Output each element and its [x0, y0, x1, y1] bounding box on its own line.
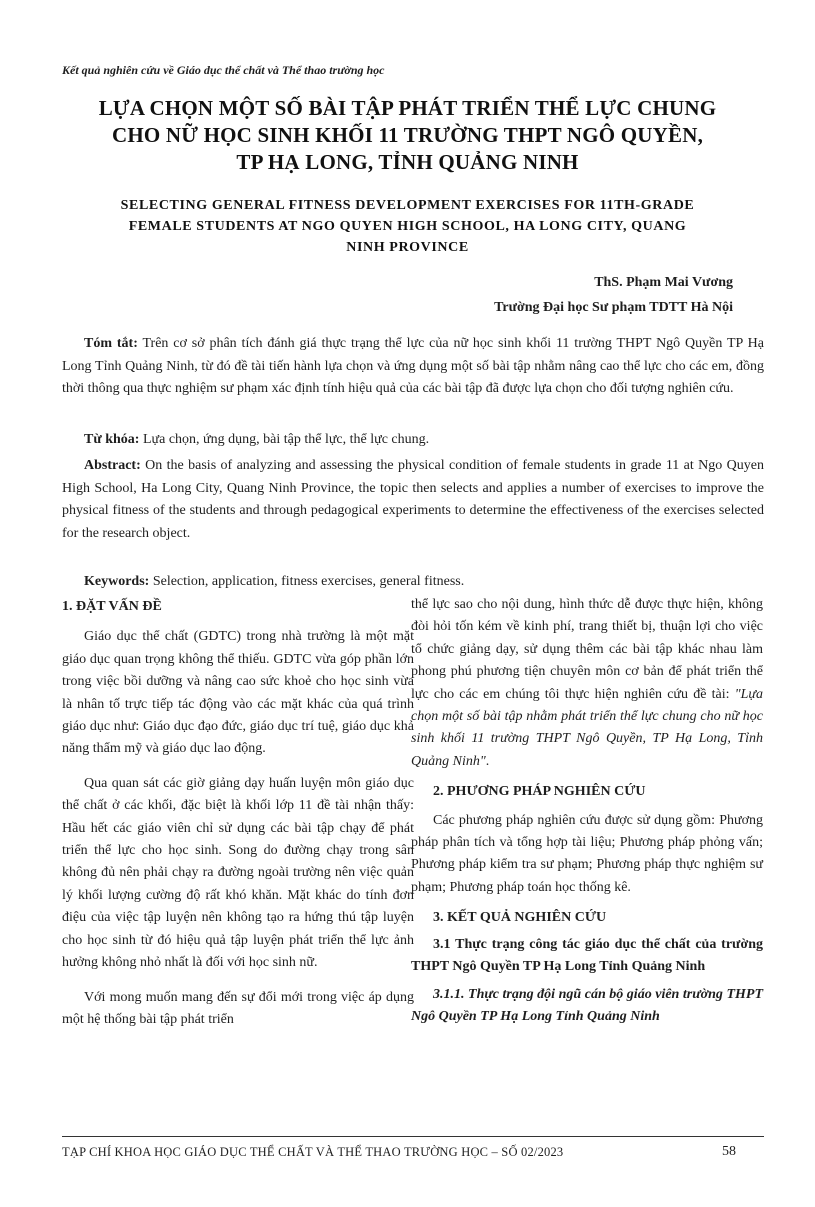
keywords-en-text: Selection, application, fitness exercises, general fitness. [149, 574, 465, 589]
keywords-vi-text: Lựa chọn, ứng dụng, bài tập thể lực, thể lực chung. [139, 432, 430, 447]
page-number: 58 [722, 1144, 736, 1159]
keywords-vietnamese [62, 429, 764, 452]
paragraph-motivation: Với mong muốn mang đến sự đổi mới trong việc áp dụng một hệ thống bài tập phát triển [62, 989, 414, 1027]
title-vi-line-3: TP HẠ LONG, TỈNH QUẢNG NINH [236, 150, 579, 174]
title-vi-line-1: LỰA CHỌN MỘT SỐ BÀI TẬP PHÁT TRIỂN THỂ LỰC CHUNG [98, 96, 717, 120]
footer-rule [62, 1136, 764, 1137]
title-vietnamese [40, 95, 775, 176]
keywords-vi-label: Từ khóa: [84, 432, 140, 447]
abstract-vi-label: Tóm tắt: [84, 336, 138, 351]
paragraph-methods: Các phương pháp nghiên cứu được sử dụng gồm: Phương pháp phân tích và tổng hợp tài liệu; Phương pháp phỏng vấn; Phương pháp kiểm tra sư phạm; Phương pháp thực nghiệm sư phạm; Phương pháp toán học thống kê. [411, 812, 763, 895]
subsection-3-1-1-heading: 3.1.1. Thực trạng đội ngũ cán bộ giáo viên trường THPT Ngô Quyền TP Hạ Long Tỉnh Quảng Ninh [411, 986, 763, 1024]
continuation-text: thể lực sao cho nội dung, hình thức dễ được thực hiện, không đòi hỏi tốn kém về kinh phí, trang thiết bị, thuận lợi cho việc tổ chức giảng dạy, sử dụng thêm các bài tập khác nhau làm phong phú phương tiện chuyên môn cơ bản để phát triển thể lực cho các em chúng tôi thực hiện nghiên cứu đề tài: [411, 597, 763, 702]
paragraph-observation: Qua quan sát các giờ giảng dạy huấn luyện môn giáo dục thể chất ở các khối, đặc biệt là khối lớp 11 đề tài nhận thấy: Hầu hết các giáo viên chỉ sử dụng các bài tập chạy để phát triển thể lực cho học sinh. Song do đường chạy trong sân không đủ nên phải chạy ra đường ngoài trường nên việc quản lý khối lượng cường độ rất khó khăn. Mặt khác do tính đơn điệu của việc tập luyện nên không tạo ra hứng thú tập luyện cho học sinh từ đó hiệu quả tập luyện phát triển thể lực ảnh hưởng không nhỏ nhất là đối với học sinh nữ. [62, 775, 414, 971]
subsection-3-1-heading: 3.1 Thực trạng công tác giáo dục thể chất của trường THPT Ngô Quyền TP Hạ Long Tỉnh Quảng Ninh [411, 936, 763, 974]
study-title-quote: "Lựa chọn một số bài tập nhằm phát triển thể lực chung cho nữ học sinh khối 11 trường THPT Ngô Quyền, TP Hạ Long, Tỉnh Quảng Ninh" [411, 686, 763, 769]
author-affiliation: Trường Đại học Sư phạm TDTT Hà Nội [494, 300, 733, 315]
author-name: ThS. Phạm Mai Vương [594, 275, 733, 290]
abstract-en-label: Abstract: [84, 458, 141, 473]
keywords-en-label: Keywords: [84, 574, 150, 589]
paragraph-continuation [411, 594, 763, 773]
title-vi-line-2: CHO NỮ HỌC SINH KHỐI 11 TRƯỜNG THPT NGÔ QUYỀN, [111, 123, 704, 147]
abstract-en-text: On the basis of analyzing and assessing the physical condition of female students in grade 11 at Ngo Quyen High School, Ha Long City, Quang Ninh Province, the topic then selects and applies a number of exercises to improve the physical fitness of the students and through pedagogical experiments to determine the effectiveness of the exercises selected for the research object. [62, 458, 764, 541]
journal-footer: TẠP CHÍ KHOA HỌC GIÁO DỤC THỂ CHẤT VÀ THỂ THAO TRƯỜNG HỌC – SỐ 02/2023 [62, 1145, 564, 1159]
continuation-end: . [485, 753, 490, 769]
left-column [62, 596, 414, 1031]
section-2-heading: 2. PHƯƠNG PHÁP NGHIÊN CỨU [433, 784, 646, 800]
title-en-line-3: NINH PROVINCE [346, 240, 469, 255]
section-3-heading: 3. KẾT QUẢ NGHIÊN CỨU [433, 910, 607, 926]
section-1-heading: 1. ĐẶT VẤN ĐỀ [62, 599, 162, 614]
running-header: Kết quả nghiên cứu về Giáo dục thể chất và Thể thao trường học [62, 63, 385, 77]
abstract-vi-text: Trên cơ sở phân tích đánh giá thực trạng thể lực của nữ học sinh khối 11 trường THPT Ngô Quyền TP Hạ Long Tỉnh Quảng Ninh, từ đó đề tài tiến hành lựa chọn và ứng dụng một số bài tập nhằm nâng cao thể lực cho các em, đồng thời thông qua thực nghiệm sư phạm xác định tính hiệu quả của các bài tập đã được lựa chọn cho đối tượng nghiên cứu. [62, 336, 764, 396]
title-english [40, 195, 775, 258]
title-en-line-1: SELECTING GENERAL FITNESS DEVELOPMENT EXERCISES FOR 11TH-GRADE [120, 198, 695, 213]
paragraph-gdtc: Giáo dục thể chất (GDTC) trong nhà trường là một mặt giáo dục quan trọng không thể thiếu. GDTC vừa góp phần lớn trong việc bồi dưỡng và nâng cao sức khoẻ cho học sinh vừa là nhân tố trực tiếp tác động vào các mặt khác của quá trình giáo dục như: Giáo dục đạo đức, giáo dục trí tuệ, giáo dục khả năng thẩm mỹ và giáo dục lao động. [62, 629, 414, 757]
right-column [411, 594, 763, 1028]
title-en-line-2: FEMALE STUDENTS AT NGO QUYEN HIGH SCHOOL, HA LONG CITY, QUANG [128, 219, 687, 234]
keywords-english [62, 571, 764, 594]
abstract-vietnamese [62, 333, 764, 401]
abstract-english [62, 455, 764, 545]
